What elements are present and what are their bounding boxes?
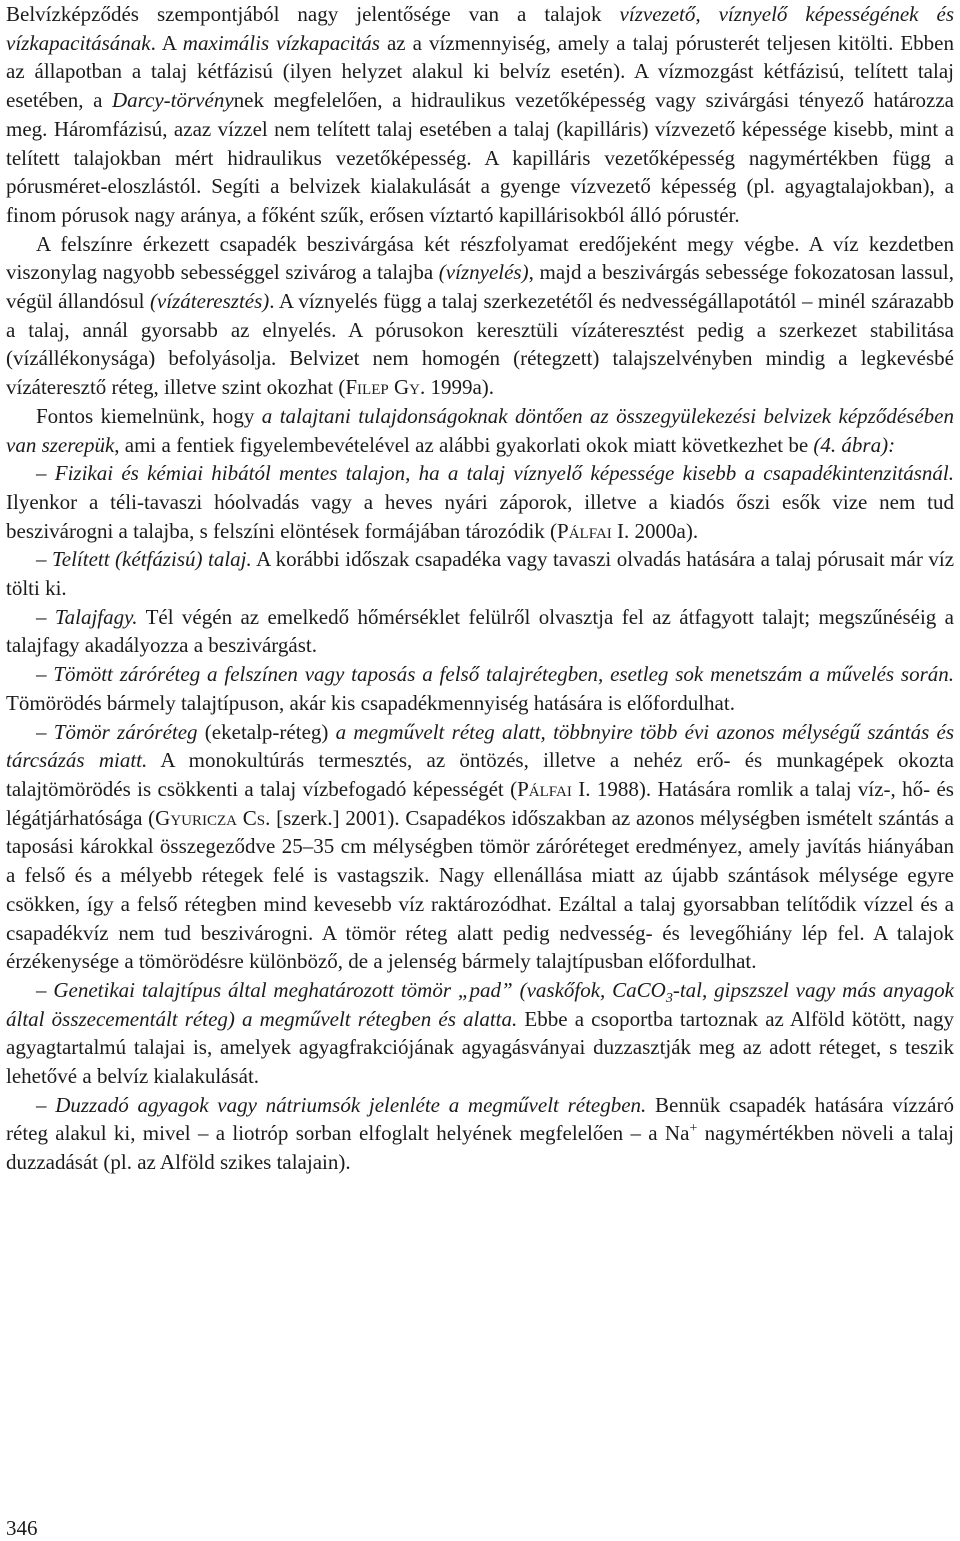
text-run: – — [36, 547, 52, 572]
page-number: 346 — [6, 1516, 38, 1540]
emphasis-text: vízvezető, víznyelő képességének és vízkapacitásának — [6, 2, 954, 55]
emphasis-text: -tal, gipszszel vagy más anyagok által összecementált réteg) a megművelt rétegben és alatta. — [6, 977, 954, 1031]
paragraph — [6, 402, 954, 459]
text-run: – — [36, 977, 54, 1002]
emphasis-text: (vízáteresztés) — [149, 289, 270, 314]
citation-author: Filep Gy — [345, 375, 420, 400]
emphasis-text: Duzzadó agyagok vagy nátriumsók jelenléte a megművelt rétegben. — [55, 1092, 647, 1117]
text-run: – — [36, 461, 55, 486]
emphasis-text: Fizikai és kémiai hibától mentes talajon, ha a talaj víznyelő képessége kisebb a csapadékintenzitásnál. — [54, 461, 954, 486]
emphasis-text: a megművelt réteg alatt, többnyire több évi azonos mélységű szántás és tárcsázás miatt. — [6, 719, 954, 773]
emphasis-text: Telített (kétfázisú) talaj. — [52, 547, 252, 572]
emphasis-text: Tömött záróréteg a felszínen vagy taposás a felső talajrétegben, esetleg sok menetszám a művelés során. — [53, 662, 954, 687]
paragraph — [6, 1091, 954, 1177]
text-run: Tömörödés bármely talajtípuson, akár kis csapadékmennyiség hatására is előfordulhat. — [6, 690, 735, 715]
text-run: – — [36, 662, 54, 687]
paragraph — [6, 603, 954, 660]
paragraph — [6, 459, 954, 545]
text-run: . 2000a). — [624, 518, 699, 543]
text-run: Belvízképződés szempontjából nagy jelentősége van a talajok — [6, 2, 620, 26]
emphasis-text: Talajfagy. — [54, 604, 138, 629]
emphasis-text: maximális vízkapacitás — [182, 30, 380, 55]
text-run: (eketalp-réteg) — [197, 719, 336, 744]
paragraph — [6, 718, 954, 976]
text-run: . [szerk.] 2001). Csapadékos időszakban az azonos mélységben ismételt szántás a taposási károkkal összegeződve 25–35 cm mélységben tömör záróréteget eredményez, amely javítás hiányában a felső és a mélyebb rétegek felé is vastagszik. Nagy ellenállása miatt az újabb szántások mélysége egyre csökken, így a felső rétegben mind kevesebb víz raktározódhat. Ezáltal a talaj gyorsabban telítődik vízzel és a csapadékvíz nem tud beszivárogni. A tömör réteg alatt pedig nedvesség- és levegőhiány lép fel. A talajok érzékenysége a tömörödésre különböző, de a jelenség bármely talajtípusban előfordulhat. — [6, 805, 955, 974]
paragraph — [6, 545, 954, 602]
citation-author: Pálfai I — [517, 776, 586, 801]
paragraph — [6, 230, 954, 402]
text-run: Fontos kiemelnünk, hogy — [36, 403, 262, 428]
text-run: Ilyenkor a téli-tavaszi hóolvadás vagy a heves nyári záporok, illetve a kiadós őszi esők vize nem tud beszivárogni a talajba, s felszíni elöntések formájában tározódik ( — [6, 489, 954, 543]
text-run: A monokultúrás termesztés, az öntözés, illetve a nehéz erő- és munkagépek okozta talajtömörödés is csökkenti a talaj vízbefogadó képességét ( — [6, 748, 954, 801]
emphasis-text: 3 — [665, 991, 673, 1007]
document-page — [6, 0, 954, 1177]
paragraph — [6, 0, 954, 230]
text-run: – — [36, 719, 54, 744]
text-run: . A víznyelés függ a talaj szerkezetétől és nedvességállapotától – minél szárazabb a talaj, annál gyorsabb az elnyelés. A pórusokon keresztüli vízáteresztést pedig a szerkezet stabilitása (vízállékonysága) befolyásolja. Belvizet nem homogén (rétegzett) talajszelvényben mindig a legkevésbé vízáteresztő réteg, illetve szint okozhat ( — [6, 289, 955, 400]
text-run: Ebbe a csoportba tartoznak az Alföld kötött, nagy agyagtartalmú talajai is, amelyek agyagfrakciójának agyagásványai duzzasztják meg az adott réteget, s teszik lehetővé a belvíz kialakulását. — [6, 1006, 954, 1089]
text-run: – — [36, 1092, 56, 1117]
text-run: , ami a fentiek figyelembevételével az alábbi gyakorlati okok miatt következhet be — [114, 432, 814, 457]
citation-author: Gyuricza Cs — [155, 805, 266, 830]
text-run: – — [36, 604, 55, 629]
text-run: . A — [150, 30, 183, 55]
text-run: + — [689, 1121, 698, 1137]
emphasis-text: Genetikai talajtípus által meghatározott tömör „pad” (vaskőfok, CaCO — [53, 977, 666, 1002]
paragraph — [6, 976, 954, 1091]
text-run: A korábbi időszak csapadéka vagy tavaszi olvadás hatására a talaj pórusait már víz tölti ki. — [6, 547, 955, 601]
emphasis-text: (4. ábra): — [813, 432, 896, 457]
emphasis-text: Tömör záróréteg — [53, 719, 198, 744]
emphasis-text: a talajtani tulajdonságoknak döntően az összegyülekezési belvizek képződésében van szerepük — [6, 403, 954, 457]
text-run: , majd a beszivárgás sebessége fokozatosan lassul, végül állandósul — [6, 260, 954, 314]
text-run: A felszínre érkezett csapadék beszivárgása két részfolyamat eredőjeként megy végbe. A víz kezdetben viszonylag nagyobb sebességgel szivárog a talajba — [6, 231, 954, 285]
emphasis-text: Darcy-törvény — [111, 88, 234, 113]
citation-author: Pálfai I — [557, 518, 625, 543]
emphasis-text: (víznyelés) — [438, 260, 529, 285]
text-run: Tél végén az emelkedő hőmérséklet felülről olvasztja fel az átfagyott talajt; megszűnéséig a talajfagy akadályozza a beszivárgást. — [6, 604, 954, 658]
text-run: . 1988). Hatására romlik a talaj víz-, hő- és légátjárhatósága ( — [6, 776, 954, 830]
text-run: nagymértékben növeli a talaj duzzadását (pl. az Alföld szikes talajain). — [6, 1121, 954, 1175]
text-run: az a vízmennyiség, amely a talaj pórusterét teljesen kitölti. Ebben az állapotban a talaj kétfázisú (ilyen helyzet alakul ki belvíz esetén). A vízmozgást kétfázisú, telített talaj esetében, a — [6, 30, 955, 113]
text-run: Bennük csapadék hatására vízzáró réteg alakul ki, mivel – a liotróp sorban elfoglalt helyének megfelelően – a Na — [6, 1092, 954, 1146]
paragraph — [6, 660, 954, 717]
text-run: . 1999a). — [419, 375, 495, 400]
text-run: nek megfelelően, a hidraulikus vezetőképesség vagy szivárgási tényező határozza meg. Háromfázisú, azaz vízzel nem telített talaj esetében a talaj (kapilláris) vízvezető képessége kisebb, mint a telített talajokban mért hidraulikus vezetőképesség. A kapilláris vezetőképesség nagymértékben függ a pórusméret-eloszlástól. Segíti a belvizek kialakulását a gyenge vízvezető képesség (pl. agyagtalajokban), a finom pórusok nagy aránya, a főként szűk, erősen víztartó kapillárisokból álló pórustér. — [6, 88, 954, 227]
